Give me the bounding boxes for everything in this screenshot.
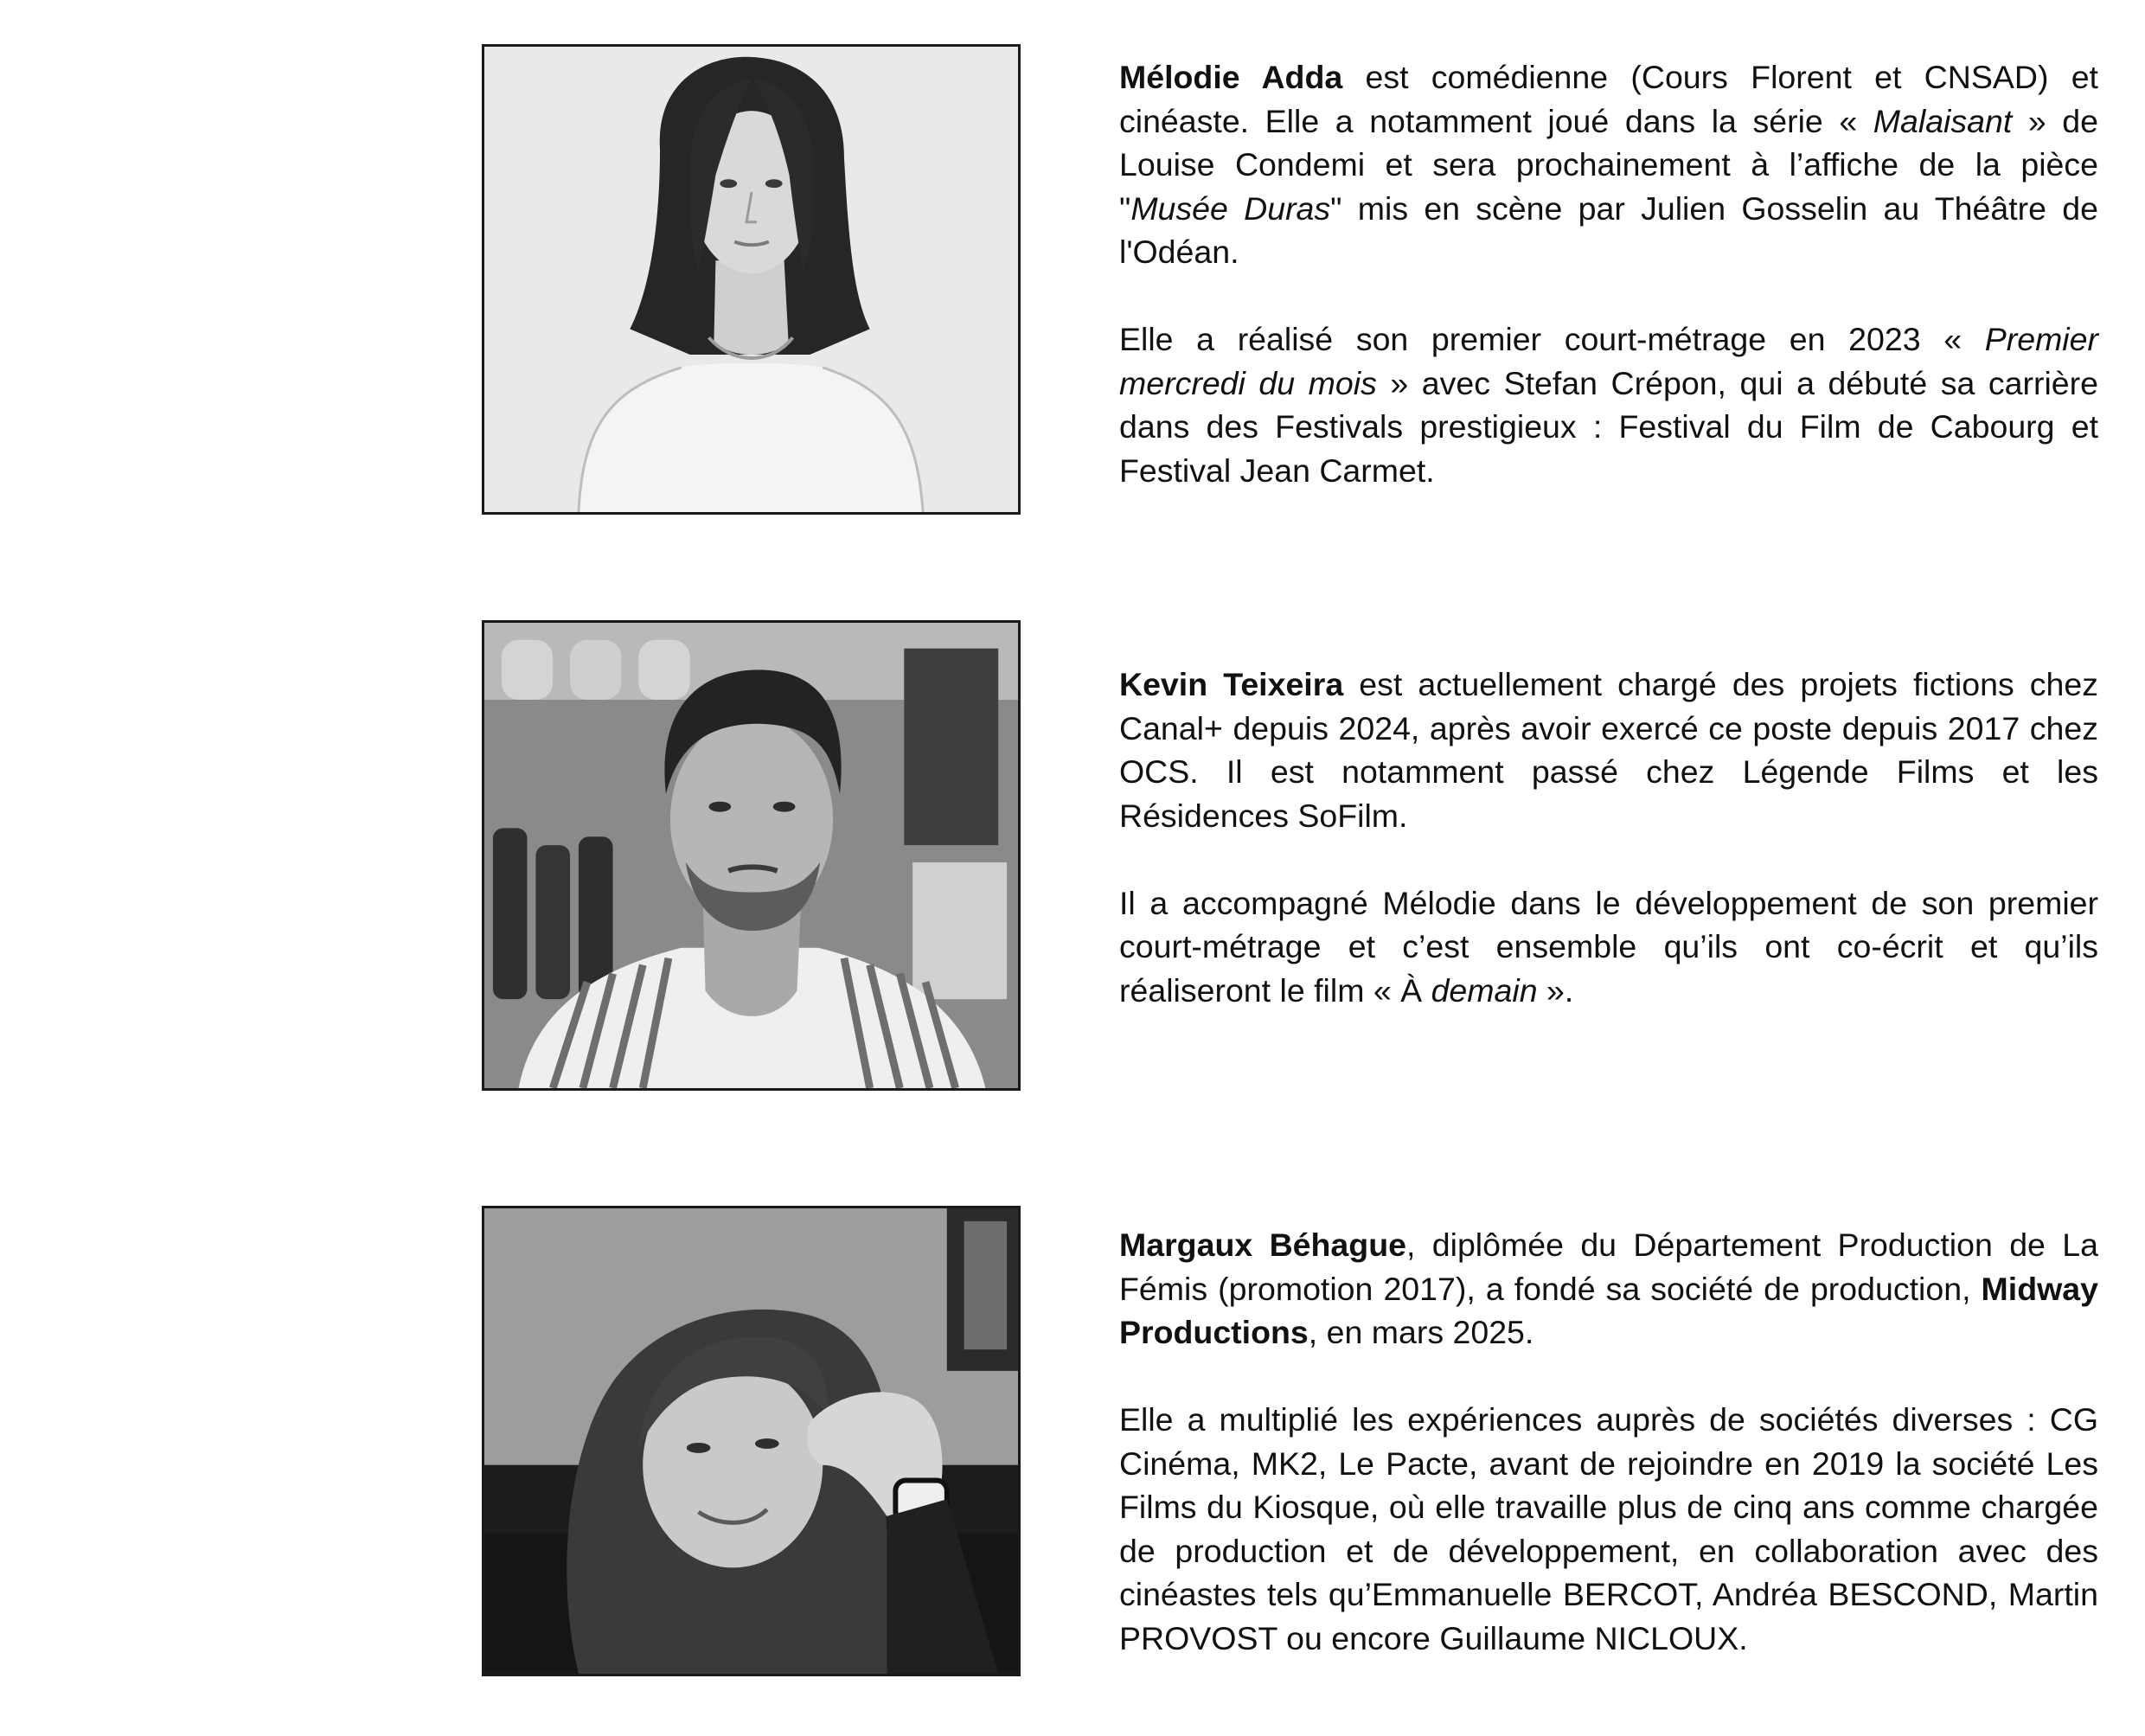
bio-margaux-behague [1119,1223,2098,1660]
photo-kevin-teixeira [482,620,1021,1091]
bio-text: Elle a réalisé son premier court-métrage en 2023 « [1119,321,1985,357]
person-name: Mélodie Adda [1119,59,1343,95]
portrait-image [484,1208,1018,1674]
bio-text: Il a accompagné Mélodie dans le développement de son premier court-métrage et c’est ensemble qu’ils ont co-écrit et qu’ils réaliseront le film « À [1119,884,2098,1009]
photo-melodie-adda [482,44,1021,515]
bio-melodie-adda [1119,55,2098,492]
bio-paragraph [1119,881,2098,1013]
title-italic: demain [1431,971,1538,1009]
bio-text: ». [1537,971,1574,1009]
person-name: Kevin Teixeira [1119,666,1344,702]
company-name: Midway Productions [1119,1270,2098,1350]
person-name: Margaux Béhague [1119,1227,1406,1263]
bio-text: est comédienne (Cours Florent et CNSAD) et cinéaste. Elle a notamment joué dans la série « [1119,59,2098,139]
bio-paragraph [1119,55,2098,274]
bio-text: , diplômée du Département Production de La Fémis (promotion 2017), a fondé sa société de production, [1119,1227,2099,1307]
portrait-image [484,623,1018,1088]
bio-text: est actuellement chargé des projets fictions chez Canal+ depuis 2024, après avoir exercé ce poste depuis 2017 chez OCS. Il est notamment passé chez Légende Films et les Résidences SoFilm. [1119,666,2098,834]
bio-text: Elle a multiplié les expériences auprès de sociétés diverses : CG Cinéma, MK2, Le Pacte, avant de rejoindre en 2019 la société Les Films du Kiosque, où elle travaille plus de cinq ans comme chargée de production et de développement, en collaboration avec des cinéastes tels qu’Emmanuelle BERCOT, Andréa BESCOND, Martin PROVOST ou encore Guillaume NICLOUX. [1119,1401,2098,1656]
portrait-image [484,47,1018,512]
title-italic: Malaisant [1873,102,2013,139]
bio-text: , en mars 2025. [1308,1314,1534,1350]
title-italic: Premier mercredi du mois [1119,321,2098,401]
bio-paragraph [1119,1398,2098,1660]
bio-paragraph [1119,1223,2098,1355]
bio-text: » de Louise Condemi et sera prochainement à l’affiche de la pièce " [1119,102,2098,227]
photo-margaux-behague [482,1206,1021,1676]
bio-paragraph [1119,317,2098,492]
title-italic: Musée Duras [1130,189,1331,227]
bio-text: » avec Stefan Crépon, qui a débuté sa carrière dans des Festivals prestigieux : Festival du Film de Cabourg et Festival Jean Carmet. [1119,364,2098,489]
bio-paragraph [1119,663,2098,837]
bio-text: " mis en scène par Julien Gosselin au Théâtre de l'Odéan. [1119,189,2098,270]
bio-kevin-teixeira [1119,663,2098,1012]
